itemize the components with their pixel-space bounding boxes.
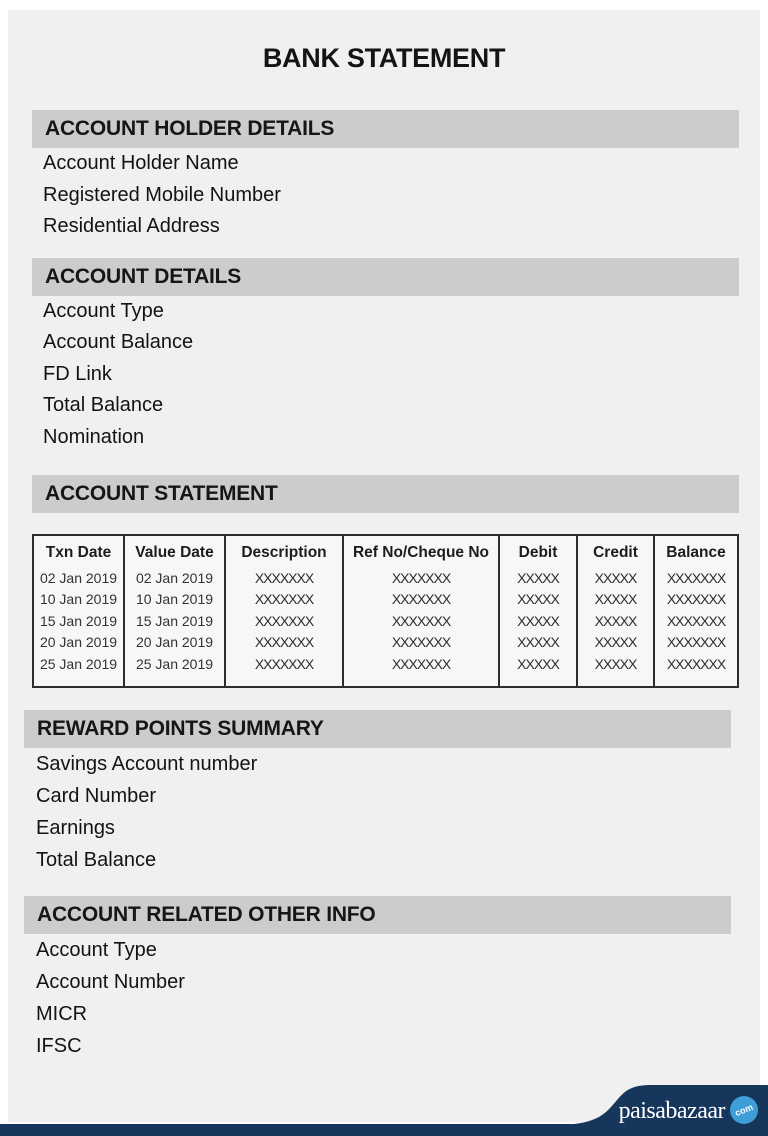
cell-description: XXXXXXX xyxy=(225,632,343,654)
cell-balance: XXXXXXX xyxy=(654,610,738,632)
column-header-description: Description xyxy=(225,535,343,567)
list-item: Savings Account number xyxy=(36,752,258,775)
column-header-balance: Balance xyxy=(654,535,738,567)
page-title: BANK STATEMENT xyxy=(262,43,506,73)
cell-ref-no: XXXXXXX xyxy=(343,589,499,611)
cell-txn-date: 02 Jan 2019 xyxy=(33,567,124,589)
cell-debit: XXXXX xyxy=(499,610,577,632)
cell-txn-date: 25 Jan 2019 xyxy=(33,653,124,675)
cell-credit: XXXXX xyxy=(577,567,654,589)
cell-debit: XXXXX xyxy=(499,589,577,611)
cell-value-date: 15 Jan 2019 xyxy=(124,610,225,632)
cell-description: XXXXXXX xyxy=(225,653,343,675)
section-heading: ACCOUNT STATEMENT xyxy=(45,482,278,505)
cell-ref-no: XXXXXXX xyxy=(343,610,499,632)
list-item: Card Number xyxy=(36,784,157,807)
account-details-list xyxy=(43,296,760,454)
cell-value-date: 20 Jan 2019 xyxy=(124,632,225,654)
cell-ref-no: XXXXXXX xyxy=(343,567,499,589)
cell-value-date: 10 Jan 2019 xyxy=(124,589,225,611)
column-header-credit: Credit xyxy=(577,535,654,567)
cell-balance: XXXXXXX xyxy=(654,567,738,589)
list-item: Account Balance xyxy=(43,331,194,353)
section-heading: ACCOUNT HOLDER DETAILS xyxy=(45,117,335,140)
account-statement-table xyxy=(32,534,739,688)
brand-dot-label: com xyxy=(733,1101,755,1119)
list-item: Earnings xyxy=(36,816,115,839)
table-row xyxy=(33,653,738,675)
column-header-txn-date: Txn Date xyxy=(33,535,124,567)
cell-debit: XXXXX xyxy=(499,632,577,654)
bottom-sections-group xyxy=(8,710,760,1062)
list-item: Nomination xyxy=(43,425,145,448)
column-header-debit: Debit xyxy=(499,535,577,567)
cell-credit: XXXXX xyxy=(577,632,654,654)
list-item: FD Link xyxy=(43,362,112,385)
section-bar-account-details xyxy=(32,258,739,296)
account-related-other-info-list xyxy=(36,934,760,1062)
cell-description: XXXXXXX xyxy=(225,567,343,589)
section-heading: ACCOUNT DETAILS xyxy=(45,264,242,288)
cell-txn-date: 20 Jan 2019 xyxy=(33,632,124,654)
list-item: MICR xyxy=(36,1002,88,1025)
list-item: Total Balance xyxy=(43,394,164,416)
cell-description: XXXXXXX xyxy=(225,589,343,611)
cell-credit: XXXXX xyxy=(577,589,654,611)
list-item: Total Balance xyxy=(36,848,157,871)
section-bar-account-statement xyxy=(32,475,739,513)
cell-balance: XXXXXXX xyxy=(654,589,738,611)
table-row xyxy=(33,632,738,654)
reward-points-summary-list xyxy=(36,748,760,876)
table-row xyxy=(33,589,738,611)
section-bar-reward-points-summary xyxy=(24,710,731,748)
cell-description: XXXXXXX xyxy=(225,610,343,632)
table-header-row xyxy=(33,535,738,567)
cell-credit: XXXXX xyxy=(577,610,654,632)
list-item: Registered Mobile Number xyxy=(43,183,281,206)
list-item: Account Type xyxy=(36,938,157,961)
document-page xyxy=(8,10,760,1122)
cell-txn-date: 10 Jan 2019 xyxy=(33,589,124,611)
cell-value-date: 25 Jan 2019 xyxy=(124,653,225,675)
section-bar-account-holder-details xyxy=(32,110,739,148)
section-heading: REWARD POINTS SUMMARY xyxy=(37,716,324,740)
list-item: Account Holder Name xyxy=(43,152,239,174)
account-holder-details-list xyxy=(43,148,760,243)
list-item: Account Type xyxy=(43,299,164,322)
cell-value-date: 02 Jan 2019 xyxy=(124,567,225,589)
column-header-value-date: Value Date xyxy=(124,535,225,567)
section-heading: ACCOUNT RELATED OTHER INFO xyxy=(37,902,376,926)
section-bar-account-related-other-info xyxy=(24,896,731,934)
table-row xyxy=(33,567,738,589)
cell-ref-no: XXXXXXX xyxy=(343,653,499,675)
table-row xyxy=(33,610,738,632)
cell-txn-date: 15 Jan 2019 xyxy=(33,610,124,632)
cell-credit: XXXXX xyxy=(577,653,654,675)
cell-ref-no: XXXXXXX xyxy=(343,632,499,654)
top-sections-group xyxy=(8,110,760,1062)
brand-wordmark: paisabazaar xyxy=(618,1098,725,1124)
cell-debit: XXXXX xyxy=(499,653,577,675)
cell-debit: XXXXX xyxy=(499,567,577,589)
column-header-ref-no: Ref No/Cheque No xyxy=(343,535,499,567)
cell-balance: XXXXXXX xyxy=(654,632,738,654)
table-spacer-row xyxy=(33,675,738,687)
list-item: IFSC xyxy=(36,1034,82,1057)
brand-footer xyxy=(0,1074,768,1136)
list-item: Account Number xyxy=(36,970,185,993)
cell-balance: XXXXXXX xyxy=(654,653,738,675)
list-item: Residential Address xyxy=(43,215,220,237)
